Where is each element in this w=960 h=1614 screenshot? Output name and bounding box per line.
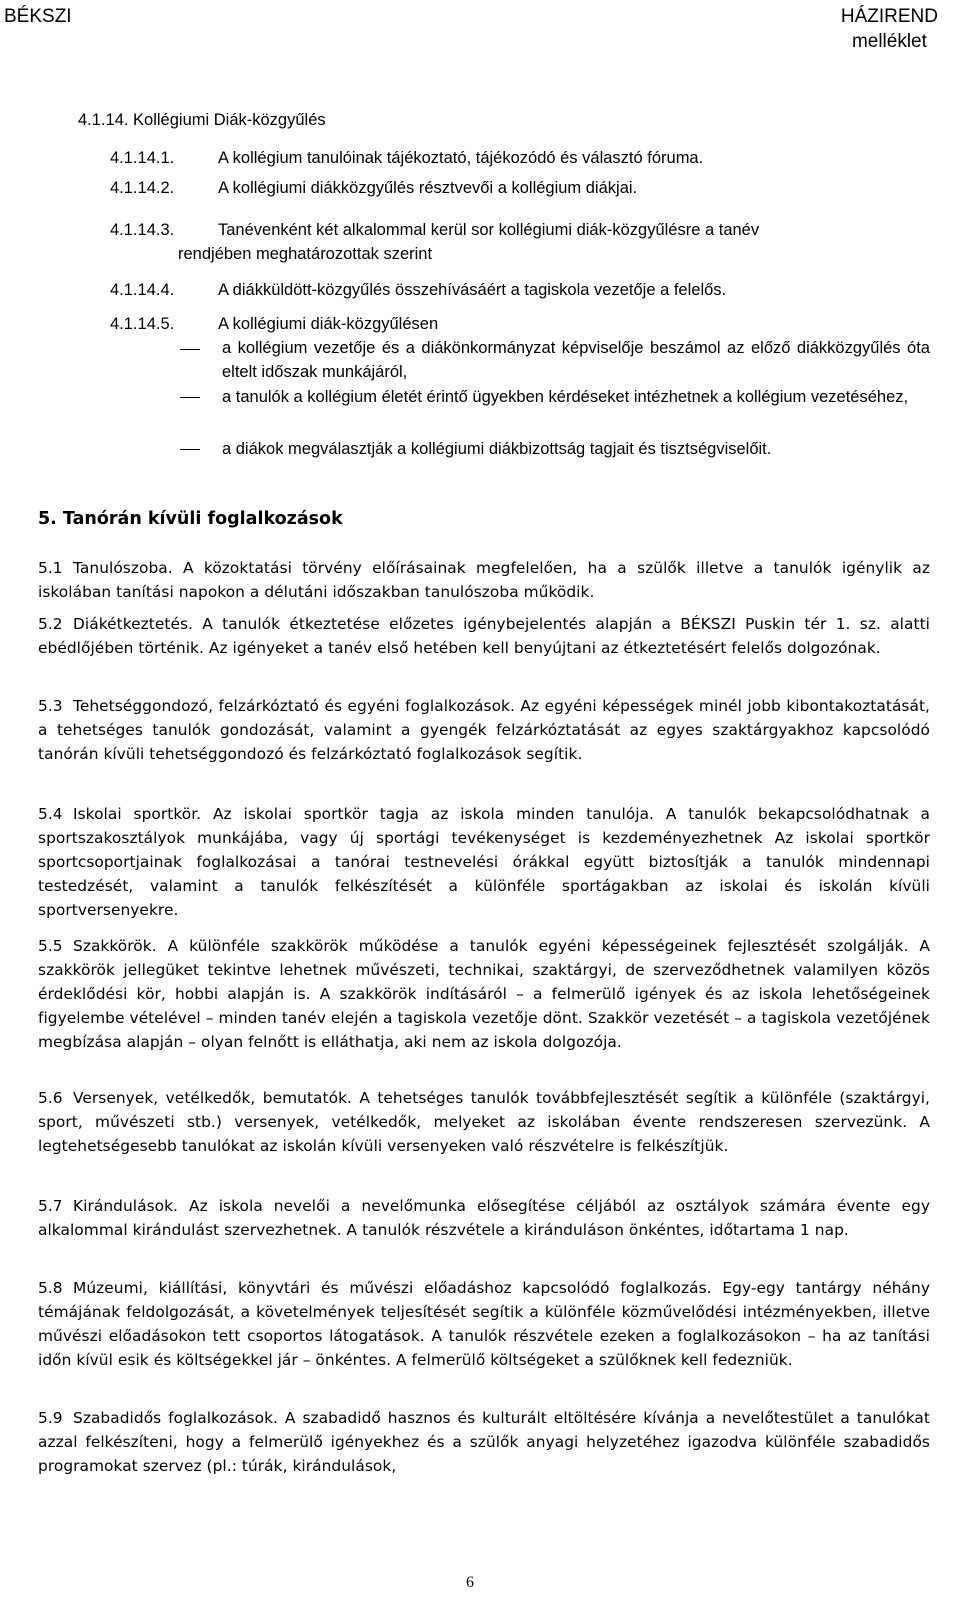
item-number: 4.1.14.3. xyxy=(110,221,175,239)
item-text: A kollégiumi diákközgyűlés résztvevői a kollégium diákjai. xyxy=(218,179,638,197)
bullet-text: a kollégium vezetője és a diákönkormányzat képviselője beszámol az előző diákközgyűlés óta eltelt időszak munkájáról, xyxy=(222,339,930,381)
dash-bullet-icon xyxy=(180,349,200,350)
header-doc-title-line2: melléklet xyxy=(851,31,927,52)
paragraph-text: Versenyek, vetélkedők, bemutatók. A tehetséges tanulók továbbfejlesztését segítik a különféle (szaktárgyi, sport, művészeti stb.) versenyek, vetélkedők, melyeket az iskolában évente rendszeresen szervezünk. A legtehetségesebb tanulókat az iskolán kívüli versenyeken való részvételre is felkészítjük. xyxy=(38,1089,930,1155)
item-text: A kollégiumi diák-közgyűlésen xyxy=(218,315,439,333)
paragraph-text: Szabadidős foglalkozások. A szabadidő hasznos és kulturált eltöltésére kívánja a nevelőtestület a tanulókat azzal felkészíteni, hogy a felmerülő igényekhez és a szülők anyagi helyzetéhez igazodva különféle szabadidős programokat szervez (pl.: túrák, kirándulások, xyxy=(38,1409,930,1475)
paragraph-number: 5.2 xyxy=(38,615,63,633)
dash-bullet-icon xyxy=(180,449,200,450)
paragraph-number: 5.4 xyxy=(38,805,63,823)
header-doc-title-line1: HÁZIREND xyxy=(840,6,938,27)
item-number: 4.1.14.1. xyxy=(110,149,175,167)
header-school-name: BÉKSZI xyxy=(4,6,72,27)
paragraph-text: Kirándulások. Az iskola nevelői a nevelőmunka elősegítése céljából az osztályok számára évente egy alkalommal kirándulást szervezhetnek. A tanulók részvétele a kiránduláson önkéntes, időtartama 1 nap. xyxy=(38,1197,930,1239)
paragraph-text: Tanulószoba. A közoktatási törvény előírásainak megfelelően, ha a szülők illetve a tanulók igénylik az iskolában tanítási napokon a délutáni időszakban tanulószoba működik. xyxy=(38,559,930,601)
page-number: 6 xyxy=(466,1574,474,1591)
paragraph-5-9 xyxy=(38,1406,930,1478)
item-text: A diákküldött-közgyűlés összehívásáért a tagiskola vezetője a felelős. xyxy=(218,281,727,299)
bullet-text: a diákok megválasztják a kollégiumi diákbizottság tagjait és tisztségviselőit. xyxy=(222,440,772,458)
paragraph-5-2 xyxy=(38,612,930,660)
section-title: 5. Tanórán kívüli foglalkozások xyxy=(38,509,343,529)
paragraph-5-3 xyxy=(38,694,930,766)
item-text-line1: Tanévenként két alkalommal kerül sor kollégiumi diák-közgyűlésre a tanév xyxy=(218,221,760,239)
paragraph-5-4 xyxy=(38,802,930,922)
header-doc-title xyxy=(841,4,938,54)
paragraph-number: 5.5 xyxy=(38,937,63,955)
item-number: 4.1.14.5. xyxy=(110,315,175,333)
paragraph-text: Tehetséggondozó, felzárkóztató és egyéni foglalkozások. Az egyéni képességek minél jobb kibontakoztatását, a tehetséges tanulók gondozását, valamint a gyengék felzárkóztatását az egyes szaktárgyakhoz kapcsolódó tanórán kívüli tehetséggondozó és felzárkóztató foglalkozások segítik. xyxy=(38,697,930,763)
paragraph-text: Szakkörök. A különféle szakkörök működése a tanulók egyéni képességeinek fejlesztését szolgálják. A szakkörök jellegüket tekintve lehetnek művészeti, technikai, szaktárgyi, de szerveződhetnek valamilyen közös érdeklődési kör, hobbi alapján is. A szakkörök indításáról – a felmerülő igények és az iskola lehetőségeinek figyelembe vételével – minden tanév elején a tagiskola vezetője dönt. Szakkör vezetését – a tagiskola vezetőjének megbízása alapján – olyan felnőtt is elláthatja, aki nem az iskola dolgozója. xyxy=(38,937,930,1051)
paragraph-number: 5.3 xyxy=(38,697,63,715)
paragraph-5-7 xyxy=(38,1194,930,1242)
item-text: A kollégium tanulóinak tájékoztató, tájékozódó és választó fóruma. xyxy=(218,149,704,167)
paragraph-5-6 xyxy=(38,1086,930,1158)
item-number: 4.1.14.4. xyxy=(110,281,175,299)
dash-bullet-icon xyxy=(180,397,200,398)
paragraph-text: Iskolai sportkör. Az iskolai sportkör tagja az iskola minden tanulója. A tanulók bekapcsolódhatnak a sportszakosztályok munkájába, vagy új sportági tevékenységet is kezdeményezhetnek Az iskolai sportkör sportcsoportjainak foglalkozásai a tanórai testnevelési órákkal együtt biztosítják a tanulók mindennapi testedzését, valamint a tanulók felkészítését a különféle sportágakban az iskolai és iskolán kívüli sportversenyekre. xyxy=(38,805,930,919)
bullet-text: a tanulók a kollégium életét érintő ügyekben kérdéseket intézhetnek a kollégium vezetéséhez, xyxy=(222,388,909,406)
paragraph-text: Múzeumi, kiállítási, könyvtári és művészi előadáshoz kapcsolódó foglalkozás. Egy-egy tantárgy néhány témájának feldolgozását, a követelmények teljesítését segítik a különféle közművelődési intézményekben, illetve művészi előadásokon tett csoportos látogatások. A tanulók részvétele ezeken a foglalkozásokon – ha az tanítási időn kívül esik és költségekkel jár – önkéntes. A felmerülő költségeket a szülőknek kell fedezniük. xyxy=(38,1279,930,1369)
paragraph-5-5 xyxy=(38,934,930,1054)
paragraph-text: Diákétkeztetés. A tanulók étkeztetése előzetes igénybejelentés alapján a BÉKSZI Puskin tér 1. sz. alatti ebédlőjében történik. Az igényeket a tanév első hetében kell benyújtani az étkeztetésért felelős dolgozónak. xyxy=(38,615,930,657)
paragraph-number: 5.8 xyxy=(38,1279,63,1297)
item-number: 4.1.14.2. xyxy=(110,179,175,197)
item-text-line2: rendjében meghatározottak szerint xyxy=(178,245,433,263)
paragraph-number: 5.7 xyxy=(38,1197,63,1215)
paragraph-5-1 xyxy=(38,556,930,604)
paragraph-number: 5.1 xyxy=(38,559,63,577)
paragraph-5-8 xyxy=(38,1276,930,1372)
subsection-title: 4.1.14. Kollégiumi Diák-közgyűlés xyxy=(78,111,326,129)
paragraph-number: 5.9 xyxy=(38,1409,63,1427)
paragraph-number: 5.6 xyxy=(38,1089,63,1107)
